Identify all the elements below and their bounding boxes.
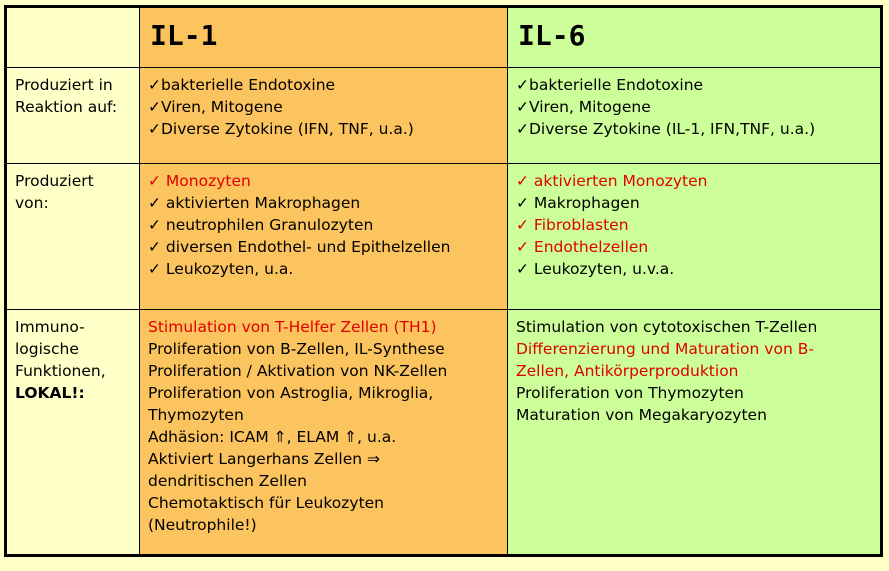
list-item: ✓ Monozyten — [148, 172, 251, 190]
il1-reaction-cell — [140, 68, 508, 164]
il6-functions-cell — [508, 310, 880, 554]
list-item: ✓bakterielle Endotoxine — [516, 76, 704, 94]
list-item: ✓ neutrophilen Granulozyten — [148, 216, 374, 234]
list-item: ✓Diverse Zytokine (IL-1, IFN,TNF, u.a.) — [516, 120, 816, 138]
list-item: Stimulation von cytotoxischen T-Zellen — [516, 318, 818, 336]
list-item: dendritischen Zellen — [148, 472, 307, 490]
label-line: Produziert — [15, 172, 94, 190]
list-item: Proliferation / Aktivation von NK-Zellen — [148, 362, 448, 380]
list-item: Proliferation von B-Zellen, IL-Synthese — [148, 340, 445, 358]
row-label-producers — [7, 164, 140, 310]
cytokine-comparison-table — [4, 5, 883, 557]
list-item: Proliferation von Thymozyten — [516, 384, 744, 402]
label-line: Immuno- — [15, 318, 85, 336]
label-line: LOKAL!: — [15, 384, 85, 402]
list-item: Thymozyten — [148, 406, 244, 424]
header-il6: IL-6 — [508, 8, 880, 68]
list-item: Aktiviert Langerhans Zellen ⇒ — [148, 450, 380, 468]
list-item: ✓ Leukozyten, u.a. — [148, 260, 294, 278]
list-item: ✓ Leukozyten, u.v.a. — [516, 260, 675, 278]
list-item: Zellen, Antikörperproduktion — [516, 362, 739, 380]
list-item: ✓ Makrophagen — [516, 194, 640, 212]
il1-functions-cell — [140, 310, 508, 554]
il6-reaction-cell — [508, 68, 880, 164]
list-item: ✓ Fibroblasten — [516, 216, 629, 234]
list-item: ✓Viren, Mitogene — [148, 98, 283, 116]
list-item: ✓ aktivierten Makrophagen — [148, 194, 361, 212]
row-label-functions — [7, 310, 140, 554]
list-item: Adhäsion: ICAM ⇑, ELAM ⇑, u.a. — [148, 428, 397, 446]
header-il1: IL-1 — [140, 8, 508, 68]
label-line: logische — [15, 340, 79, 358]
list-item: ✓Viren, Mitogene — [516, 98, 651, 116]
label-line: Funktionen, — [15, 362, 106, 380]
list-item: ✓bakterielle Endotoxine — [148, 76, 336, 94]
list-item: ✓ diversen Endothel- und Epithelzellen — [148, 238, 451, 256]
list-item: ✓ Endothelzellen — [516, 238, 649, 256]
label-line: Produziert in — [15, 76, 113, 94]
list-item: Stimulation von T-Helfer Zellen (TH1) — [148, 318, 437, 336]
label-line: von: — [15, 194, 49, 212]
label-line: Reaktion auf: — [15, 98, 118, 116]
list-item: Proliferation von Astroglia, Mikroglia, — [148, 384, 434, 402]
list-item: Maturation von Megakaryozyten — [516, 406, 767, 424]
list-item: (Neutrophile!) — [148, 516, 257, 534]
il6-producers-cell — [508, 164, 880, 310]
list-item: ✓Diverse Zytokine (IFN, TNF, u.a.) — [148, 120, 414, 138]
list-item: Differenzierung und Maturation von B- — [516, 340, 814, 358]
header-empty-cell — [7, 8, 140, 68]
list-item: ✓ aktivierten Monozyten — [516, 172, 708, 190]
list-item: Chemotaktisch für Leukozyten — [148, 494, 385, 512]
row-label-reaction — [7, 68, 140, 164]
il1-producers-cell — [140, 164, 508, 310]
